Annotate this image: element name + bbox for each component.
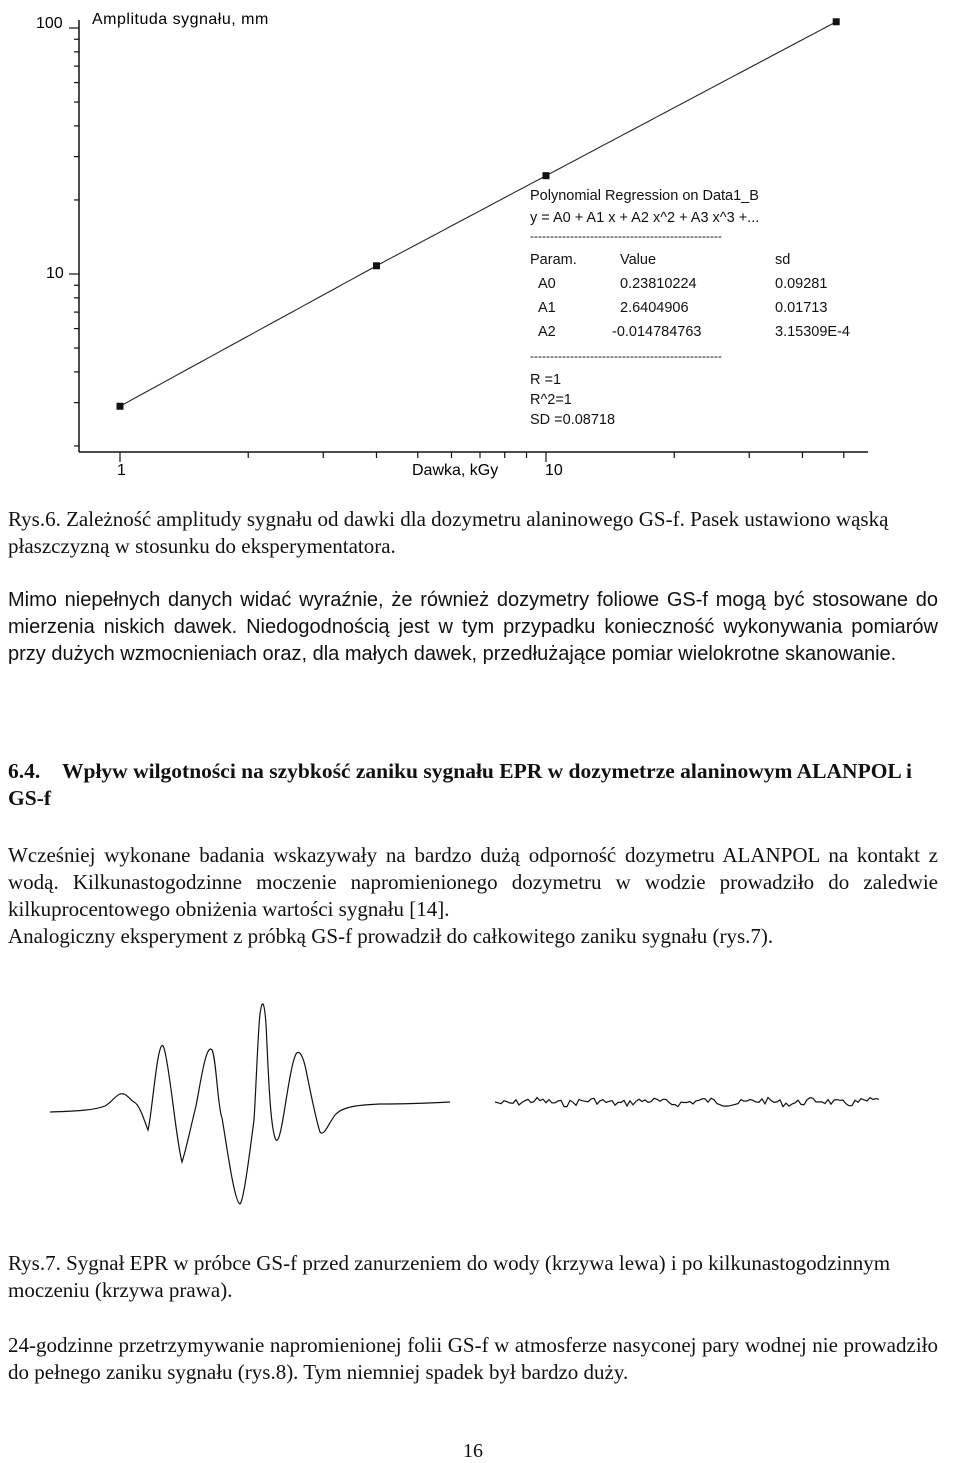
y-tick-label-100: 100 (36, 15, 63, 32)
y-axis-ticks (69, 28, 79, 446)
section-number: 6.4. (8, 759, 41, 783)
regression-row-a2-value: -0.014784763 (612, 324, 702, 340)
regression-row-a1-param: A1 (538, 300, 556, 316)
paragraph-2: Wcześniej wykonane badania wskazywały na bardzo dużą odporność dozymetru ALANPOL na kontakt z wodą. Kilkunastogodzinne moczenie napromienionego dozymetru w wodzie prowadziło do zaledwie kilkuprocentowego obniżenia wartości sygnału [14]. (8, 843, 938, 921)
epr-curve-after-water (495, 1098, 879, 1107)
regression-row-a0-value: 0.23810224 (620, 276, 697, 292)
section-title: Wpływ wilgotności na szybkość zaniku sygnału EPR w dozymetrze alaninowym ALANPOL i GS-f (8, 759, 912, 810)
x-tick-label-10: 10 (545, 462, 563, 479)
regression-row-a0-param: A0 (538, 276, 556, 292)
x-axis-ticks (120, 452, 844, 462)
regression-col-param: Param. (530, 252, 577, 268)
paragraph-1: Mimo niepełnych danych widać wyraźnie, że również dozymetry foliowe GS-f mogą być stosowane do mierzenia niskich dawek. Niedogodnością jest w tym przypadku konieczność wykonywania pomiarów przy dużych wzmocnieniach oraz, dla małych dawek, przedłużające pomiar wielokrotne skanowanie. (8, 589, 938, 665)
regression-row-a1-sd: 0.01713 (775, 300, 828, 316)
data-point (373, 262, 380, 269)
regression-stat-sd: SD =0.08718 (530, 412, 616, 428)
regression-row-a2-sd: 3.15309E-4 (775, 324, 850, 340)
regression-separator-top: ------------------------------------------------ (530, 229, 722, 243)
x-tick-label-1: 1 (117, 462, 126, 479)
figure-6-caption: Rys.6. Zależność amplitudy sygnału od dawki dla dozymetru alaninowego GS-f. Pasek ustawiono wąską płaszczyzną w stosunku do eksperymentatora. (8, 507, 889, 558)
section-heading (8, 758, 938, 812)
regression-col-value: Value (620, 252, 657, 268)
regression-col-sd: sd (775, 252, 791, 268)
paragraph-2b: Analogiczny eksperyment z próbką GS-f prowadził do całkowitego zaniku sygnału (rys.7). (8, 924, 774, 948)
data-point (543, 172, 550, 179)
regression-stat-r: R =1 (530, 372, 562, 388)
data-point (117, 403, 124, 410)
figure-7-epr-spectra (40, 990, 900, 1220)
regression-row-a0-sd: 0.09281 (775, 276, 828, 292)
y-tick-label-10: 10 (46, 265, 64, 282)
page-number: 16 (463, 1440, 483, 1462)
paragraph-3: 24-godzinne przetrzymywanie napromienionej folii GS-f w atmosferze nasyconej pary wodnej nie prowadziło do pełnego zaniku sygnału (rys.8). Tym niemniej spadek był bardzo duży. (8, 1333, 938, 1384)
x-axis-label: Dawka, kGy (412, 462, 499, 479)
regression-box (530, 188, 850, 428)
y-axis-label: Amplituda sygnału, mm (92, 11, 269, 28)
regression-equation: y = A0 + A1 x + A2 x^2 + A3 x^3 +... (530, 210, 760, 226)
epr-curve-before-water (50, 1004, 450, 1204)
data-point (833, 18, 840, 25)
figure-7-caption: Rys.7. Sygnał EPR w próbce GS-f przed zanurzeniem do wody (krzywa lewa) i po kilkunastogodzinnym moczeniu (krzywa prawa). (8, 1251, 891, 1302)
regression-title: Polynomial Regression on Data1_B (530, 188, 759, 204)
regression-stat-r2: R^2=1 (530, 392, 572, 408)
regression-row-a1-value: 2.6404906 (620, 300, 689, 316)
regression-separator-bottom: ------------------------------------------------ (530, 349, 722, 363)
regression-row-a2-param: A2 (538, 324, 556, 340)
figure-6-chart (0, 0, 960, 500)
